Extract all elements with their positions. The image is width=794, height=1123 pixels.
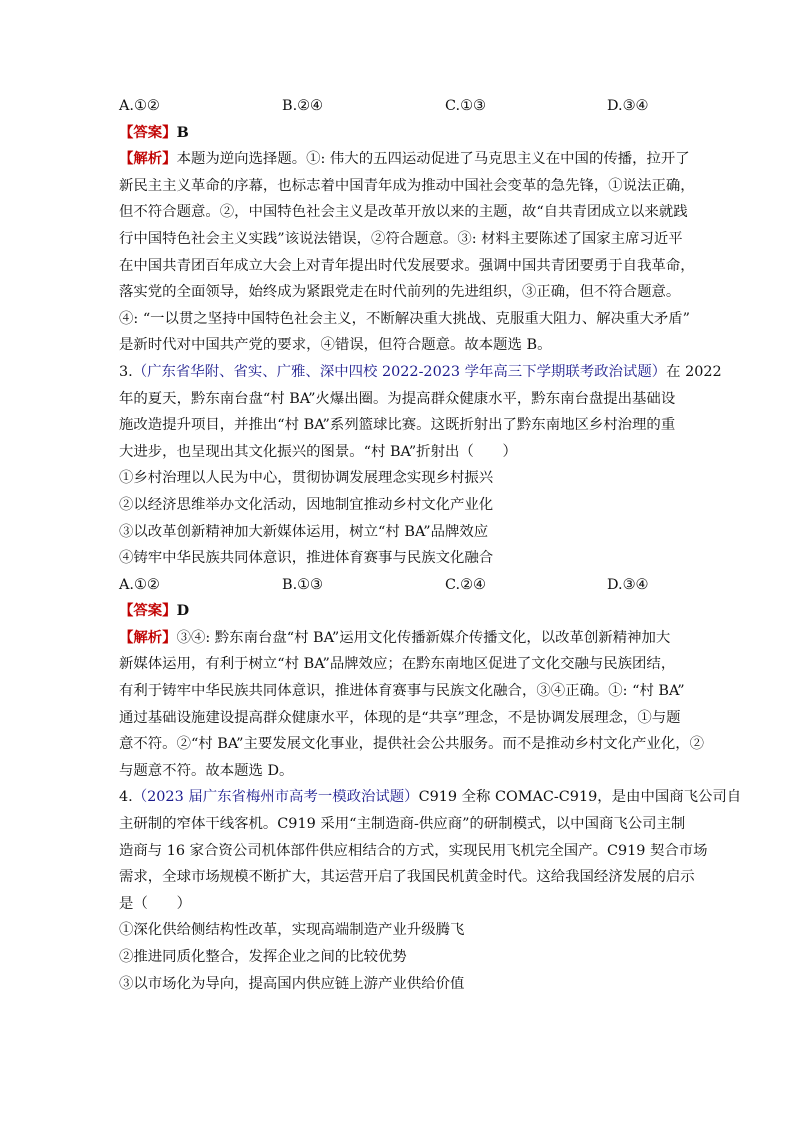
q2-option-b: B.②④ (282, 98, 323, 114)
q4-item-3: ③以市场化为导向，提高国内供应链上游产业供给价值 (119, 975, 465, 992)
q2-analysis-text: 本题为逆向选择题。①: 伟大的五四运动促进了马克思主义在中国的传播，拉开了 (176, 151, 690, 168)
q3-option-c: C.②④ (445, 576, 486, 593)
q4-stem-start: C919 全称 COMAC-C919，是由中国商飞公司自 (418, 789, 742, 806)
q2-analysis-line: 在中国共青团百年成立大会上对青年提出时代发展要求。强调中国共青团要勇于自我革命， (119, 257, 695, 274)
q3-option-a: A.①② (119, 576, 160, 593)
q4-stem-first (119, 784, 742, 811)
q3-analysis-line: 通过基础设施建设提高群众健康水平，体现的是“共享”理念，不是协调发展理念，①与题 (119, 709, 681, 726)
q4-stem-line: 造商与 16 家合资公司机体部件供应相结合的方式，实现民用飞机完全国产。C919 契合市场 (119, 842, 708, 859)
q2-analysis-tag: 【解析】 (119, 150, 177, 168)
q4-stem-line: 是（ ） (119, 895, 191, 912)
q2-analysis-line: 落实党的全面领导，始终成为紧跟党走在时代前列的先进组织，③正确，但不符合题意。 (119, 284, 681, 301)
q3-answer-tag: 【答案】 (119, 602, 177, 620)
q2-analysis-line: 行中国特色社会主义实践”该说法错误，②符合题意。③: 材料主要陈述了国家主席习近平 (119, 230, 683, 247)
q2-options (119, 93, 689, 120)
q2-answer (119, 120, 689, 147)
q4-number: 4. (119, 789, 133, 806)
q3-options (119, 572, 689, 599)
q3-analysis-line: 有利于铸牢中华民族共同体意识，推进体育赛事与民族文化融合，③④正确。①: “村 BA” (119, 683, 685, 700)
q2-analysis-line: 是新时代对中国共产党的要求，④错误，但符合题意。故本题选 B。 (119, 337, 552, 354)
q3-answer-value: D (176, 602, 190, 620)
q2-answer-tag: 【答案】 (119, 123, 177, 141)
q3-analysis-line: 意不符。②“村 BA”主要发展文化事业，提供社会公共服务。而不是推动乡村文化产业化，② (119, 736, 704, 753)
q2-option-d: D.③④ (607, 98, 649, 114)
q2-analysis-line: 但不符合题意。②，中国特色社会主义是改革开放以来的主题，故“自共青团成立以来就践 (119, 204, 688, 221)
q3-item-1: ①乡村治理以人民为中心，贯彻协调发展理念实现乡村振兴 (119, 470, 494, 487)
q3-stem-line: 年的夏天，黔东南台盘“村 BA”火爆出圈。为提高群众健康水平，黔东南台盘提出基础设 (119, 390, 676, 407)
q4-item-2: ②推进同质化整合，发挥企业之间的比较优势 (119, 949, 407, 965)
q3-analysis-text: ③④: 黔东南台盘“村 BA”运用文化传播新媒介传播文化，以改革创新精神加大 (176, 629, 671, 646)
q2-analysis-line: 新民主主义革命的序幕，也标志着中国青年成为推动中国社会变革的急先锋，①说法正确， (119, 177, 695, 194)
q3-analysis-line (119, 625, 689, 652)
q3-source: （广东省华附、省实、广雅、深中四校 2022-2023 学年高三下学期联考政治试题） (132, 363, 667, 380)
q3-analysis-tag: 【解析】 (119, 628, 177, 646)
page-content (119, 93, 742, 997)
q3-number: 3. (119, 363, 133, 380)
q2-analysis-line: ④: “一以贯之坚持中国特色社会主义，不断解决重大挑战、克服重大阻力、解决重大矛盾” (119, 310, 690, 327)
q3-answer (119, 598, 689, 625)
q3-stem-line: 施改造提升项目，并推出“村 BA”系列篮球比赛。这既折射出了黔东南地区乡村治理的重 (119, 417, 676, 434)
q3-item-3: ③以改革创新精神加大新媒体运用，树立“村 BA”品牌效应 (119, 523, 489, 540)
q4-stem-line: 需求，全球市场规模不断扩大，其运营开启了我国民机黄金时代。这给我国经济发展的启示 (119, 869, 695, 886)
q3-stem-line: 大进步，也呈现出其文化振兴的图景。“村 BA”折射出（ ） (119, 443, 517, 460)
q3-option-b: B.①③ (282, 576, 323, 593)
q2-option-c: C.①③ (445, 98, 486, 114)
q3-stem-first (119, 359, 722, 386)
q4-item-1: ①深化供给侧结构性改革，实现高端制造产业升级腾飞 (119, 922, 465, 939)
q2-answer-value: B (176, 123, 189, 141)
q2-analysis-line (119, 146, 689, 173)
q2-option-a: A.①② (119, 98, 160, 114)
q3-analysis-line: 新媒体运用，有利于树立“村 BA”品牌效应；在黔东南地区促进了文化交融与民族团结， (119, 656, 676, 673)
q3-stem-start: 在 2022 (666, 363, 722, 380)
q3-option-d: D.③④ (607, 576, 649, 593)
q3-analysis-line: 与题意不符。故本题选 D。 (119, 762, 294, 779)
q3-item-4: ④铸牢中华民族共同体意识，推进体育赛事与民族文化融合 (119, 550, 494, 567)
q3-item-2: ②以经济思维举办文化活动，因地制宜推动乡村文化产业化 (119, 496, 494, 513)
q4-stem-line: 主研制的窄体干线客机。C919 采用“主制造商-供应商”的研制模式，以中国商飞公司主制 (119, 816, 686, 833)
q4-source: （2023 届广东省梅州市高考一模政治试题） (132, 789, 419, 806)
